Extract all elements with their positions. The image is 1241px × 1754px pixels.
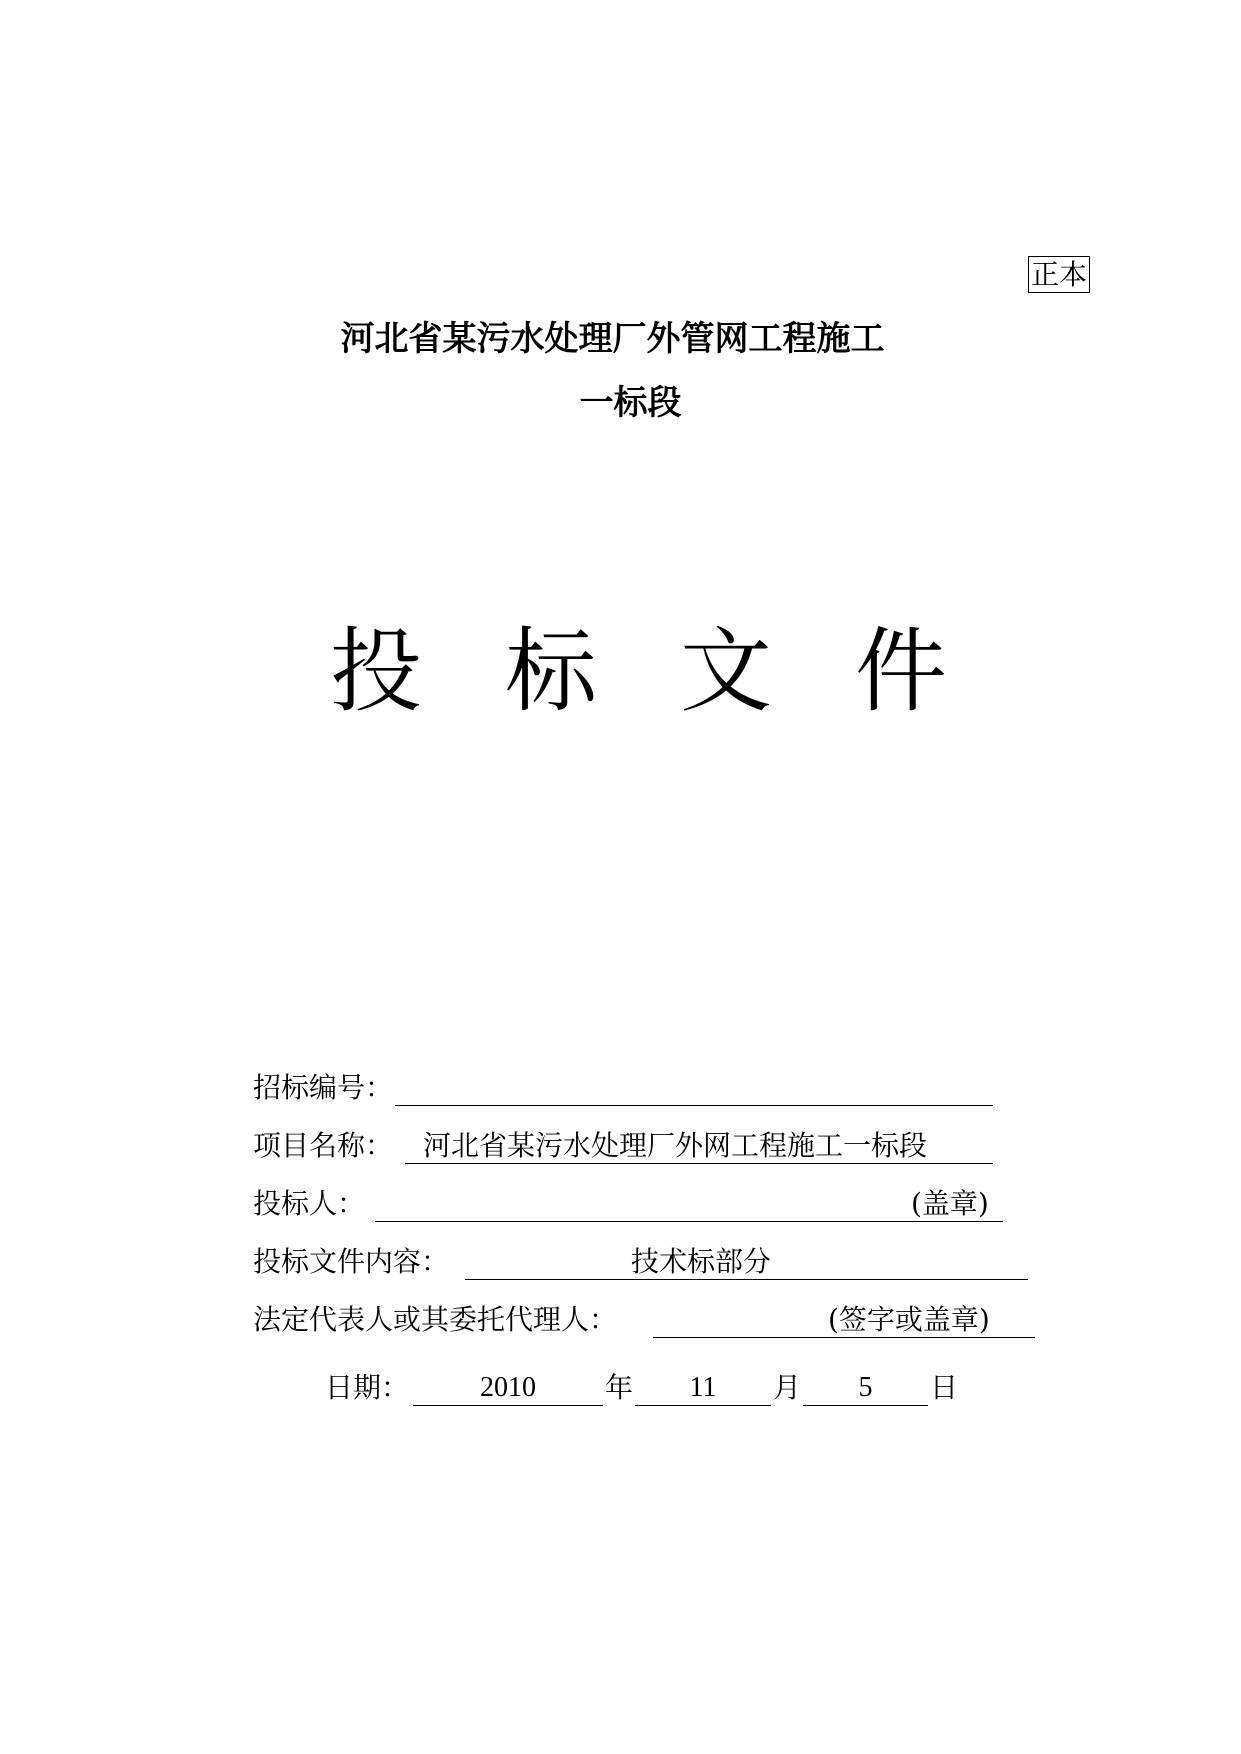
- content-field: [253, 1242, 1033, 1282]
- heading-char: 件: [855, 618, 948, 725]
- heading-char: 投: [330, 618, 423, 725]
- representative-label: 法定代表人或其委托代理人：: [253, 1303, 618, 1336]
- content-label: 投标文件内容：: [253, 1245, 450, 1278]
- heading-char: 标: [505, 618, 598, 725]
- bidder-field: [253, 1184, 1013, 1224]
- date-day-unit: 日: [930, 1371, 959, 1404]
- date-month: 11: [635, 1368, 771, 1406]
- tender-number-label: 招标编号：: [253, 1071, 394, 1104]
- date-year-unit: 年: [605, 1371, 634, 1404]
- date-label: 日期：: [325, 1371, 410, 1404]
- date-year: 2010: [413, 1368, 603, 1406]
- project-name-field: [253, 1126, 1013, 1166]
- representative-sign-note: (签字或盖章): [828, 1303, 990, 1336]
- representative-field: [253, 1300, 1043, 1340]
- document-type-heading: [330, 618, 950, 725]
- content-value: 技术标部分: [631, 1245, 772, 1278]
- project-name-label: 项目名称：: [253, 1129, 394, 1162]
- bidder-seal-note: (盖章): [911, 1187, 989, 1220]
- date-month-unit: 月: [773, 1371, 802, 1404]
- date-day: 5: [803, 1368, 928, 1406]
- original-copy-badge: 正本: [1028, 256, 1090, 293]
- date-row: [325, 1368, 985, 1408]
- tender-number-line: [395, 1068, 993, 1106]
- project-title: 河北省某污水处理厂外管网工程施工: [340, 319, 885, 359]
- tender-number-field: [253, 1068, 1013, 1108]
- project-name-value: 河北省某污水处理厂外网工程施工一标段: [423, 1129, 928, 1162]
- heading-char: 文: [680, 618, 773, 725]
- project-section: 一标段: [579, 383, 682, 423]
- bidder-label: 投标人：: [253, 1187, 366, 1220]
- bidder-line: [375, 1184, 1003, 1222]
